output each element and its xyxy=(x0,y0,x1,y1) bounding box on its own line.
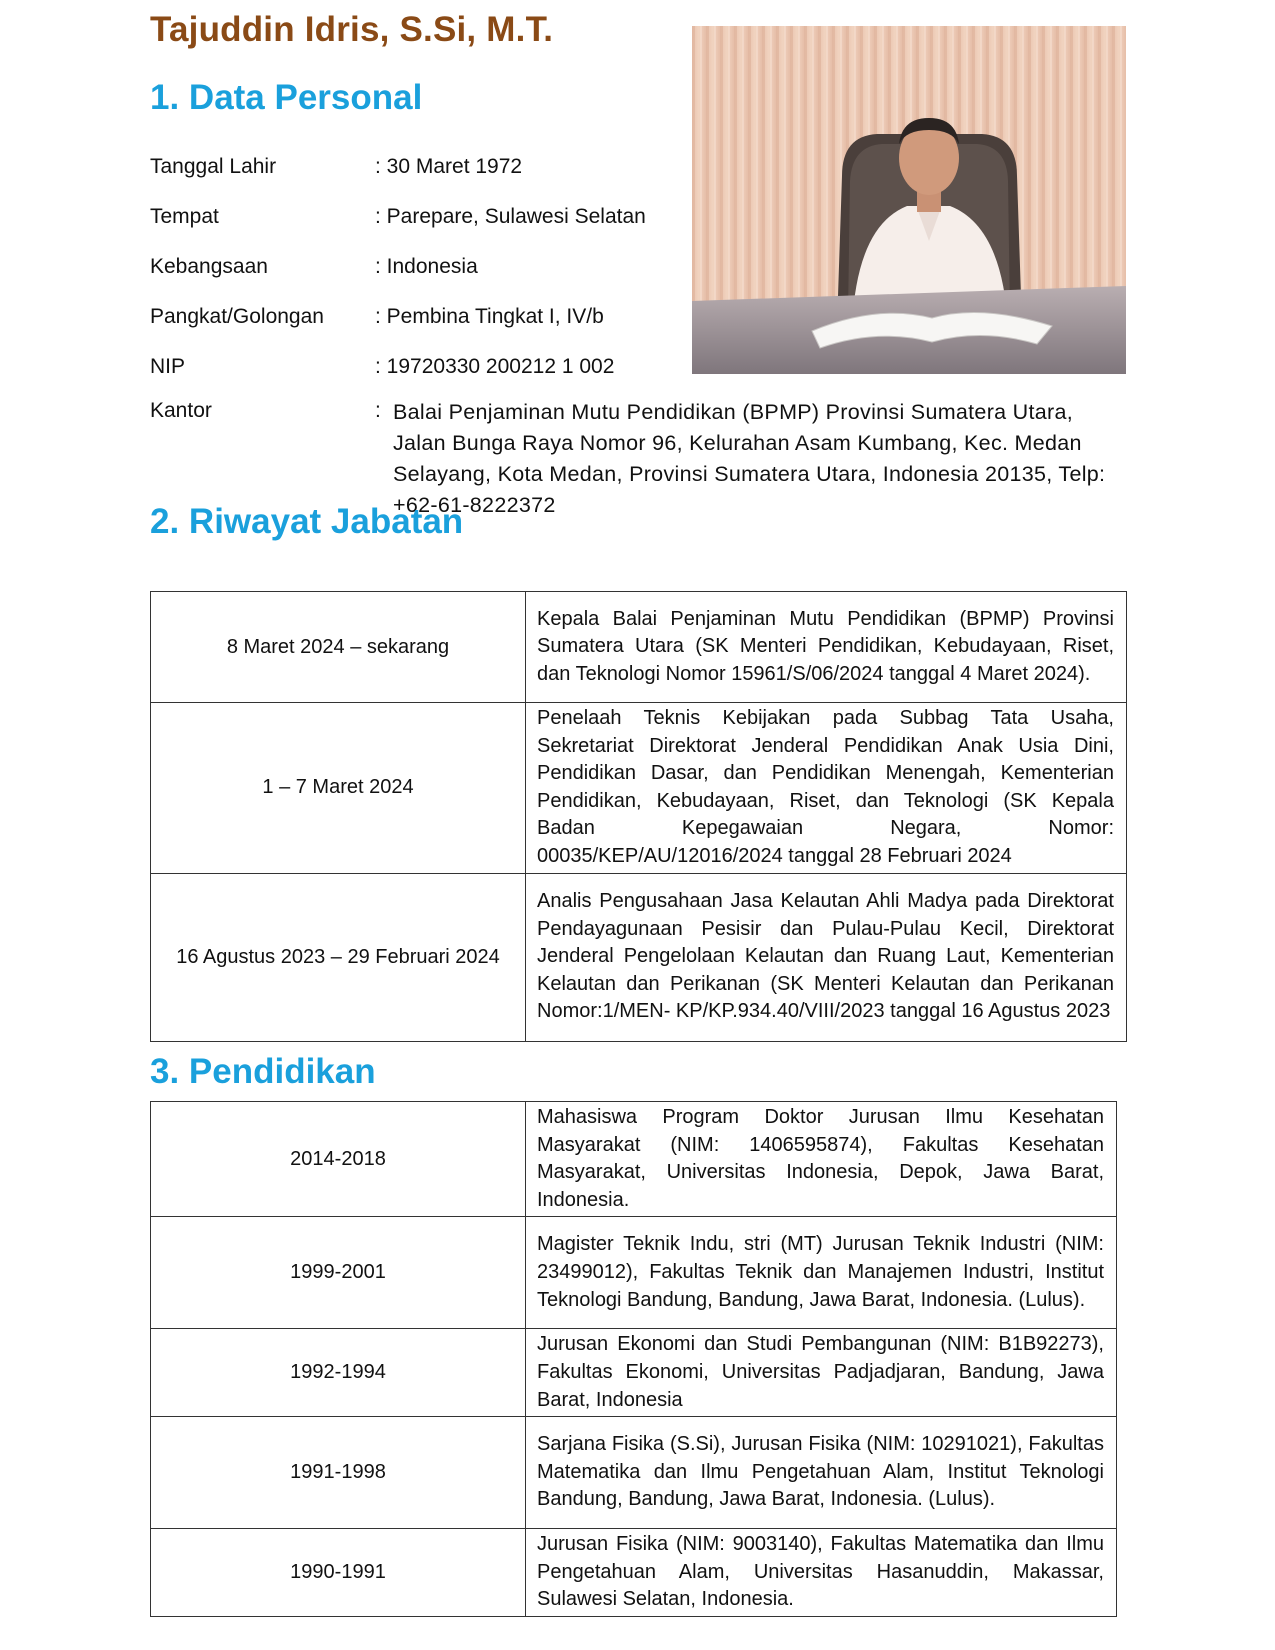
description-cell: Jurusan Ekonomi dan Studi Pembangunan (NIM: B1B92273), Fakultas Ekonomi, Universitas Padjadjaran, Bandung, Jawa Barat, Indonesia xyxy=(526,1329,1117,1417)
period-cell: 1991-1998 xyxy=(151,1417,526,1529)
person-name: Tajuddin Idris, S.Si, M.T. xyxy=(150,10,554,49)
section-heading-jabatan: 2. Riwayat Jabatan xyxy=(150,502,464,541)
field-label: Kantor xyxy=(150,399,212,422)
profile-photo-illustration xyxy=(692,26,1126,374)
field-label: NIP xyxy=(150,355,186,378)
description-cell: Kepala Balai Penjaminan Mutu Pendidikan (BPMP) Provinsi Sumatera Utara (SK Menteri Pendidikan, Kebudayaan, Riset, dan Teknologi Nomor 15961/S/06/2024 tanggal 4 Maret 2024). xyxy=(526,592,1127,703)
period-cell: 1999-2001 xyxy=(151,1217,526,1329)
table-row xyxy=(151,1329,1117,1417)
description-cell: Jurusan Fisika (NIM: 9003140), Fakultas Matematika dan Ilmu Pengetahuan Alam, Universitas Hasanuddin, Makassar, Sulawesi Selatan, Indonesia. xyxy=(526,1529,1117,1617)
profile-photo xyxy=(692,26,1126,374)
table-row xyxy=(151,592,1127,703)
table-row xyxy=(151,1417,1117,1529)
field-label: Pangkat/Golongan xyxy=(150,305,324,328)
office-address: Balai Penjaminan Mutu Pendidikan (BPMP) Provinsi Sumatera Utara, Jalan Bunga Raya Nomor 96, Kelurahan Asam Kumbang, Kec. Medan Selayang, Kota Medan, Provinsi Sumatera Utara, Indonesia 20135, Telp: +62-61-8222372 xyxy=(393,400,1106,517)
field-label: Tempat xyxy=(150,205,219,228)
description-cell: Analis Pengusahaan Jasa Kelautan Ahli Madya pada Direktorat Pendayagunaan Pesisir dan Pulau-Pulau Kecil, Direktorat Jenderal Pengelolaan Kelautan dan Ruang Laut, Kementerian Kelautan dan Perikanan (SK Menteri Kelautan dan Perikanan Nomor:1/MEN- KP/KP.934.40/VIII/2023 tanggal 16 Agustus 2023 xyxy=(526,873,1127,1041)
description-cell: Magister Teknik Indu, stri (MT) Jurusan Teknik Industri (NIM: 23499012), Fakultas Teknik dan Manajemen Industri, Institut Teknologi Bandung, Bandung, Jawa Barat, Indonesia. (Lulus). xyxy=(526,1217,1117,1329)
field-value: : Indonesia xyxy=(375,255,478,278)
field-label: Tanggal Lahir xyxy=(150,155,277,178)
field-row xyxy=(150,345,690,395)
period-cell: 1 – 7 Maret 2024 xyxy=(151,703,526,874)
table-row xyxy=(151,873,1127,1041)
field-colon: : xyxy=(375,399,381,422)
job-history-table xyxy=(150,591,1127,1042)
field-value: : Pembina Tingkat I, IV/b xyxy=(375,305,604,328)
table-row xyxy=(151,1217,1117,1329)
section-heading-personal: 1. Data Personal xyxy=(150,78,423,117)
section-heading-pendidikan: 3. Pendidikan xyxy=(150,1052,376,1091)
field-value: : Parepare, Sulawesi Selatan xyxy=(375,205,646,228)
period-cell: 2014-2018 xyxy=(151,1102,526,1217)
period-cell: 16 Agustus 2023 – 29 Februari 2024 xyxy=(151,873,526,1041)
field-row xyxy=(150,295,690,345)
field-value: : 19720330 200212 1 002 xyxy=(375,355,615,378)
table-row xyxy=(151,1529,1117,1617)
table-row xyxy=(151,703,1127,874)
period-cell: 1992-1994 xyxy=(151,1329,526,1417)
table-row xyxy=(151,1102,1117,1217)
description-cell: Sarjana Fisika (S.Si), Jurusan Fisika (NIM: 10291021), Fakultas Matematika dan Ilmu Pengetahuan Alam, Institut Teknologi Bandung, Bandung, Jawa Barat, Indonesia. (Lulus). xyxy=(526,1417,1117,1529)
field-row xyxy=(150,145,690,195)
field-row xyxy=(150,245,690,295)
field-value: : 30 Maret 1972 xyxy=(375,155,523,178)
education-table xyxy=(150,1101,1117,1617)
field-label: Kebangsaan xyxy=(150,255,268,278)
period-cell: 8 Maret 2024 – sekarang xyxy=(151,592,526,703)
description-cell: Mahasiswa Program Doktor Jurusan Ilmu Kesehatan Masyarakat (NIM: 1406595874), Fakultas Kesehatan Masyarakat, Universitas Indonesia, Depok, Jawa Barat, Indonesia. xyxy=(526,1102,1117,1217)
description-cell: Penelaah Teknis Kebijakan pada Subbag Tata Usaha, Sekretariat Direktorat Jenderal Pendidikan Anak Usia Dini, Pendidikan Dasar, dan Pendidikan Menengah, Kementerian Pendidikan, Kebudayaan, Riset, dan Teknologi (SK Kepala Badan Kepegawaian Negara, Nomor: 00035/KEP/AU/12016/2024 tanggal 28 Februari 2024 xyxy=(526,703,1127,874)
period-cell: 1990-1991 xyxy=(151,1529,526,1617)
field-row xyxy=(150,195,690,245)
personal-fields xyxy=(150,145,690,395)
